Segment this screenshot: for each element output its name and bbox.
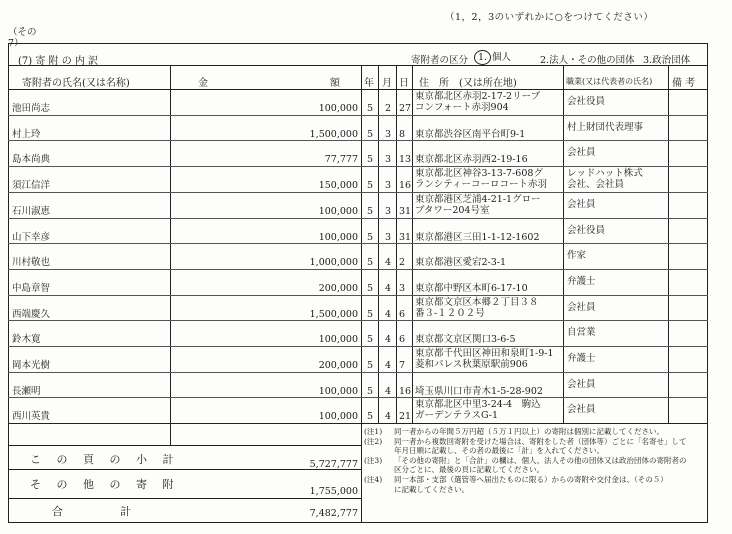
col-remarks: 備 考: [672, 78, 696, 89]
donation-amount: 100,000: [318, 232, 358, 243]
address-line2: ガーデンテラスG-1: [415, 410, 499, 421]
donor-name: 島本尚典: [12, 154, 51, 165]
donation-amount: 1,500,000: [309, 309, 358, 320]
donation-amount: 1,000,000: [309, 257, 358, 268]
date-day: 13: [399, 154, 412, 165]
date-month: 4: [385, 386, 392, 397]
date-month: 2: [385, 103, 392, 114]
date-day: 27: [399, 103, 412, 114]
note-text: 区分ごとに、最後の頁に記載してください。: [394, 465, 544, 475]
date-month: 4: [385, 283, 392, 294]
donor-class-option-1[interactable]: [474, 49, 511, 65]
row-rule: [8, 192, 708, 193]
date-year: 5: [367, 180, 374, 191]
col-day: 日: [399, 78, 409, 89]
date-year: 5: [367, 232, 374, 243]
date-day: 31: [399, 232, 412, 243]
address-line1: 東京都北区中里3-24-4 駒込: [415, 399, 541, 410]
occupation-line1: 会社員: [567, 379, 596, 390]
donor-class-option-2[interactable]: 2.法人・その他の団体: [540, 55, 635, 66]
subtotal-label: こ の 頁 の 小 計: [30, 453, 180, 466]
row-rule: [8, 243, 708, 244]
donor-name: 中島章智: [12, 283, 51, 294]
date-year: 5: [367, 360, 374, 371]
date-year: 5: [367, 103, 374, 114]
vline-name: [170, 65, 171, 445]
note-tag: (注3): [364, 455, 383, 465]
date-day: 2: [399, 257, 406, 268]
col-month: 月: [382, 78, 392, 89]
note-tag: (注2): [364, 436, 383, 446]
col-address: 住 所 (又は所在地): [419, 78, 517, 89]
occupation-line1: 会社役員: [567, 96, 606, 107]
address-line2: ブタワー204号室: [415, 205, 490, 216]
date-year: 5: [367, 154, 374, 165]
totals-top-rule: [8, 423, 708, 424]
date-year: 5: [367, 283, 374, 294]
circle-instruction: （1，2，3のいずれかに○をつけてください）: [445, 12, 654, 23]
other-donations-label: そ の 他 の 寄 附: [30, 478, 180, 491]
donor-name: 岡本光樹: [12, 360, 51, 371]
donation-amount: 200,000: [318, 283, 358, 294]
vline-address: [563, 65, 564, 423]
donor-class-label: 寄附者の区分: [411, 55, 469, 66]
note-text: 「その他の寄附」と「合計」の欄は、個人、法人その他の団体又は政治団体の寄附者の: [394, 455, 687, 465]
date-month: 3: [385, 129, 392, 140]
occupation-line1: 弁護士: [567, 353, 596, 364]
occupation-line2: 会社、会社員: [567, 179, 625, 190]
other-donations-value: 1,755,000: [309, 486, 358, 497]
row-rule: [8, 115, 708, 116]
donor-name: 池田尚志: [12, 103, 51, 114]
section-title: (7) 寄 附 の 内 訳: [18, 56, 99, 67]
grand-total-label: 合 計: [52, 505, 137, 518]
address-line2: コンフォート赤羽904: [415, 102, 509, 113]
occupation-line1: レッドハット株式: [567, 168, 643, 179]
donation-amount: 100,000: [318, 386, 358, 397]
date-month: 4: [385, 360, 392, 371]
occupation-line1: 自営業: [567, 327, 596, 338]
form-number-line1: （その: [8, 27, 37, 38]
col-year: 年: [364, 78, 374, 89]
row-rule: [8, 372, 708, 373]
date-day: 21: [399, 411, 412, 422]
address-line1: 東京都中野区本町6-17-10: [415, 283, 528, 294]
donor-name: 長瀬明: [12, 386, 41, 397]
date-day: 3: [399, 283, 406, 294]
donor-name: 山下幸彦: [12, 232, 51, 243]
donor-class-option-3[interactable]: 3.政治団体: [643, 55, 691, 66]
date-day: 8: [399, 129, 406, 140]
date-day: 16: [399, 180, 412, 191]
subtotal-value: 5,727,777: [309, 459, 358, 470]
row-rule: [8, 346, 708, 347]
row-rule: [8, 218, 708, 219]
donation-amount: 77,777: [324, 154, 358, 165]
row-rule: [8, 320, 708, 321]
note-text: 年月日順に記載し、その者の最後に「計」を入れてください。: [394, 446, 604, 456]
total-top-rule: [8, 498, 361, 499]
vline-amount: [361, 65, 362, 523]
grand-total-value: 7,482,777: [309, 508, 358, 519]
date-month: 4: [385, 411, 392, 422]
address-line1: 東京都港区三田1-1-12-1602: [415, 232, 540, 243]
occupation-line1: 会社役員: [567, 225, 606, 236]
donor-name: 西端慶久: [12, 309, 51, 320]
col-amount-left: 金: [198, 78, 208, 89]
address-line1: 東京都千代田区神田和泉町1-9-1: [415, 348, 554, 359]
date-day: 6: [399, 334, 406, 345]
date-month: 4: [385, 334, 392, 345]
address-line2: ランシティーコーロコート赤羽: [415, 179, 548, 190]
title-rule: [8, 65, 708, 66]
occupation-line1: 作家: [567, 250, 587, 261]
vline-occupation: [668, 65, 669, 423]
donation-amount: 150,000: [318, 180, 358, 191]
note-tag: (注1): [364, 427, 383, 436]
note-tag: (注4): [364, 475, 383, 484]
note-text: 同一本部・支部（選管等へ届出たものに限る）からの寄附や交付金は、（その５）: [394, 475, 668, 484]
note-text: に記載してください。: [394, 484, 469, 494]
date-month: 3: [385, 232, 392, 243]
vline-month: [396, 65, 397, 423]
address-line2: 菱和パレス秋葉原駅前906: [415, 359, 528, 370]
occupation-line1: 会社員: [567, 302, 596, 313]
date-month: 3: [385, 154, 392, 165]
occupation-line1: 会社員: [567, 147, 596, 158]
form-number-line2: 7）: [8, 38, 24, 49]
donor-name: 西川英貴: [12, 411, 51, 422]
address-line1: 東京都文京区本郷２丁目３８: [415, 297, 539, 308]
option-1-label: 個人: [492, 52, 512, 63]
subtotal-top-rule: [8, 445, 361, 446]
col-occupation: 職業(又は代表者の氏名): [566, 77, 653, 86]
note-text: 同一者から複数回寄附を受けた場合は、寄附をした者（団体等）ごとに「名寄せ」して: [394, 436, 687, 446]
occupation-line1: 弁護士: [567, 276, 596, 287]
row-rule: [8, 166, 708, 167]
date-year: 5: [367, 386, 374, 397]
col-amount-right: 額: [330, 78, 340, 89]
vline-day: [412, 65, 413, 423]
address-line1: 埼玉県川口市青木1-5-28-902: [415, 386, 543, 397]
date-month: 3: [385, 206, 392, 217]
donor-name: 石川淑恵: [12, 206, 51, 217]
col-name: 寄附者の氏名(又は名称): [22, 78, 130, 89]
address-line1: 東京都港区愛宕2-3-1: [415, 257, 507, 268]
date-year: 5: [367, 129, 374, 140]
note-text: 同一者からの年間５万円超（５万１円以上）の寄附は個別に記載してください。: [394, 427, 664, 436]
occupation-line1: 会社員: [567, 199, 596, 210]
donation-amount: 100,000: [318, 411, 358, 422]
date-day: 31: [399, 206, 412, 217]
address-line1: 東京都文京区関口3-6-5: [415, 334, 516, 345]
option-1-circled: 1.: [474, 50, 491, 65]
occupation-line1: 村上財団代表理事: [567, 122, 644, 133]
date-day: 7: [399, 360, 406, 371]
donor-name: 鈴木寛: [12, 334, 41, 345]
donation-amount: 100,000: [318, 103, 358, 114]
donor-name: 村上玲: [12, 129, 41, 140]
row-rule: [8, 140, 708, 141]
donation-amount: 100,000: [318, 334, 358, 345]
date-day: 16: [399, 386, 412, 397]
address-line1: 東京都北区赤羽西2-19-16: [415, 154, 528, 165]
row-rule: [8, 295, 708, 296]
header-rule: [8, 89, 708, 90]
row-rule: [8, 397, 708, 398]
date-year: 5: [367, 206, 374, 217]
vline-year: [378, 65, 379, 423]
date-year: 5: [367, 309, 374, 320]
donation-amount: 1,500,000: [309, 129, 358, 140]
date-month: 4: [385, 309, 392, 320]
date-day: 6: [399, 309, 406, 320]
address-line1: 東京都渋谷区南平台町9-1: [415, 129, 526, 140]
date-year: 5: [367, 257, 374, 268]
address-line2: 番３-１２０２号: [415, 308, 485, 319]
date-year: 5: [367, 334, 374, 345]
date-month: 3: [385, 180, 392, 191]
donation-amount: 100,000: [318, 206, 358, 217]
occupation-line1: 会社員: [567, 404, 596, 415]
donor-name: 川村敬也: [12, 257, 51, 268]
donation-amount: 200,000: [318, 360, 358, 371]
date-month: 4: [385, 257, 392, 268]
date-year: 5: [367, 411, 374, 422]
address-line1: 東京都北区赤羽2-17-2リーブ: [415, 91, 541, 102]
address-line1: 東京都北区神谷3-13-7-608グ: [415, 168, 543, 179]
address-line1: 東京都港区芝浦4-21-1グロー: [415, 194, 541, 205]
row-rule: [8, 269, 708, 270]
donor-name: 須江信洋: [12, 180, 51, 191]
